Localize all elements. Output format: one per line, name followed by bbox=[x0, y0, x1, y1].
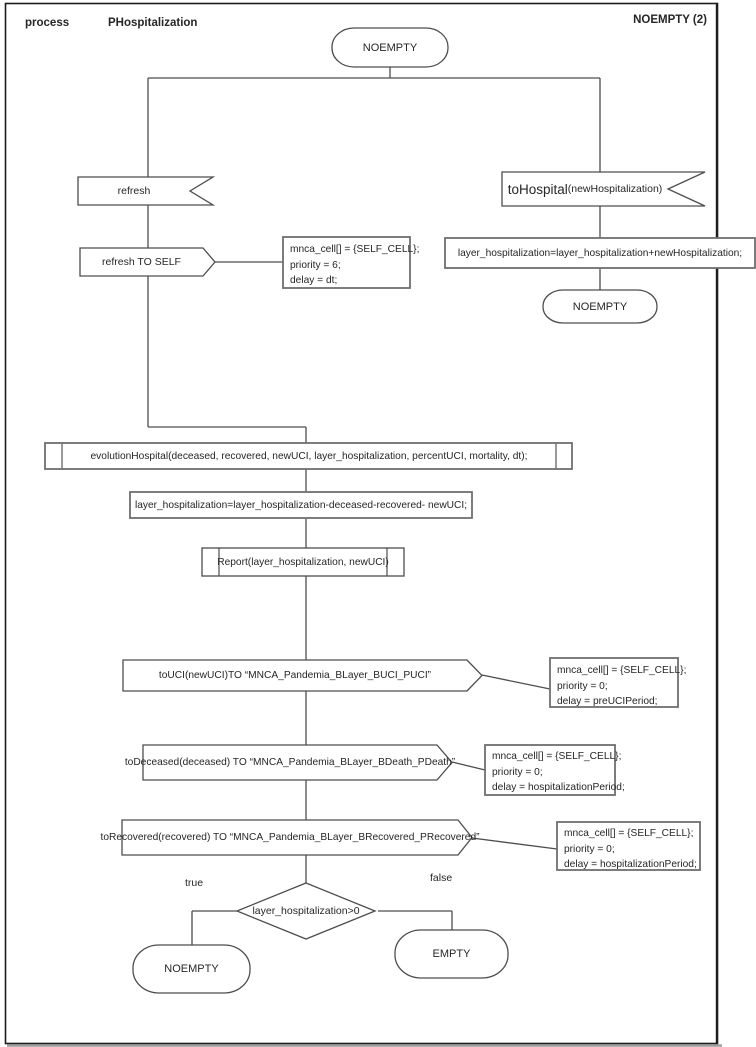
connector-todeceased-annotation bbox=[452, 762, 485, 770]
annotation-line: delay = preUCIPeriod; bbox=[557, 696, 658, 707]
procedure-call-evolution-label: evolutionHospital(deceased, recovered, newUCI, layer_hospitalization, percentUCI, mortality, dt); bbox=[90, 450, 528, 462]
annotation-torecovered-text bbox=[564, 826, 697, 873]
output-signal-todeceased-label: toDeceased(deceased) TO “MNCA_Pandemia_BLayer_BDeath_PDeath” bbox=[124, 757, 456, 768]
tohospital-args: (newHospitalization) bbox=[567, 183, 663, 195]
tohospital-name: toHospital bbox=[507, 181, 568, 197]
output-signal-torecovered-label: toRecovered(recovered) TO “MNCA_Pandemia_BLayer_BRecovered_PRecovered” bbox=[100, 832, 480, 843]
header-process-name: PHospitalization bbox=[108, 17, 198, 29]
annotation-line: mnca_cell[] = {SELF_CELL}; bbox=[557, 665, 687, 676]
connector-torecovered-annotation bbox=[472, 838, 557, 849]
output-signal-refresh-to-self-label: refresh TO SELF bbox=[102, 256, 181, 268]
annotation-line: delay = dt; bbox=[290, 275, 338, 286]
header-process-keyword: process bbox=[25, 17, 70, 29]
annotation-line: mnca_cell[] = {SELF_CELL}; bbox=[564, 828, 694, 839]
start-state-label: NOEMPTY bbox=[362, 41, 418, 54]
state-noempty-right-label: NOEMPTY bbox=[572, 300, 628, 313]
input-signal-tohospital-label bbox=[502, 172, 668, 206]
task-add-hospitalization-label: layer_hospitalization=layer_hospitalization+newHospitalization; bbox=[457, 247, 743, 259]
task-subtract-hospitalization-label: layer_hospitalization=layer_hospitalization-deceased-recovered- newUCI; bbox=[134, 499, 468, 511]
annotation-line: priority = 0; bbox=[557, 680, 608, 692]
annotation-line: priority = 0; bbox=[564, 843, 615, 855]
annotation-line: mnca_cell[] = {SELF_CELL}; bbox=[492, 751, 622, 762]
header-reference: NOEMPTY (2) bbox=[633, 14, 707, 26]
decision-true-label: true bbox=[185, 877, 204, 889]
page-border bbox=[6, 4, 718, 1044]
annotation-line: delay = hospitalizationPeriod; bbox=[492, 782, 625, 793]
output-signal-touci-label: toUCI(newUCI)TO “MNCA_Pandemia_BLayer_BUCI_PUCI” bbox=[158, 670, 432, 681]
annotation-line: mnca_cell[] = {SELF_CELL}; bbox=[290, 244, 420, 255]
annotation-todeceased-text bbox=[492, 749, 625, 796]
state-empty-label: EMPTY bbox=[432, 948, 471, 960]
decision-false-label: false bbox=[430, 872, 453, 884]
decision-condition-label: layer_hospitalization>0 bbox=[252, 905, 360, 917]
connector-touci-annotation bbox=[482, 675, 550, 689]
annotation-refresh-text bbox=[290, 242, 419, 289]
annotation-line: priority = 6; bbox=[290, 259, 341, 271]
state-noempty-bottom-label: NOEMPTY bbox=[164, 963, 219, 975]
procedure-call-report-label: Report(layer_hospitalization, newUCI) bbox=[217, 556, 389, 568]
annotation-touci-text bbox=[557, 663, 686, 710]
annotation-line: delay = hospitalizationPeriod; bbox=[564, 859, 697, 870]
input-signal-refresh-label: refresh bbox=[117, 185, 151, 197]
annotation-line: priority = 0; bbox=[492, 766, 543, 778]
